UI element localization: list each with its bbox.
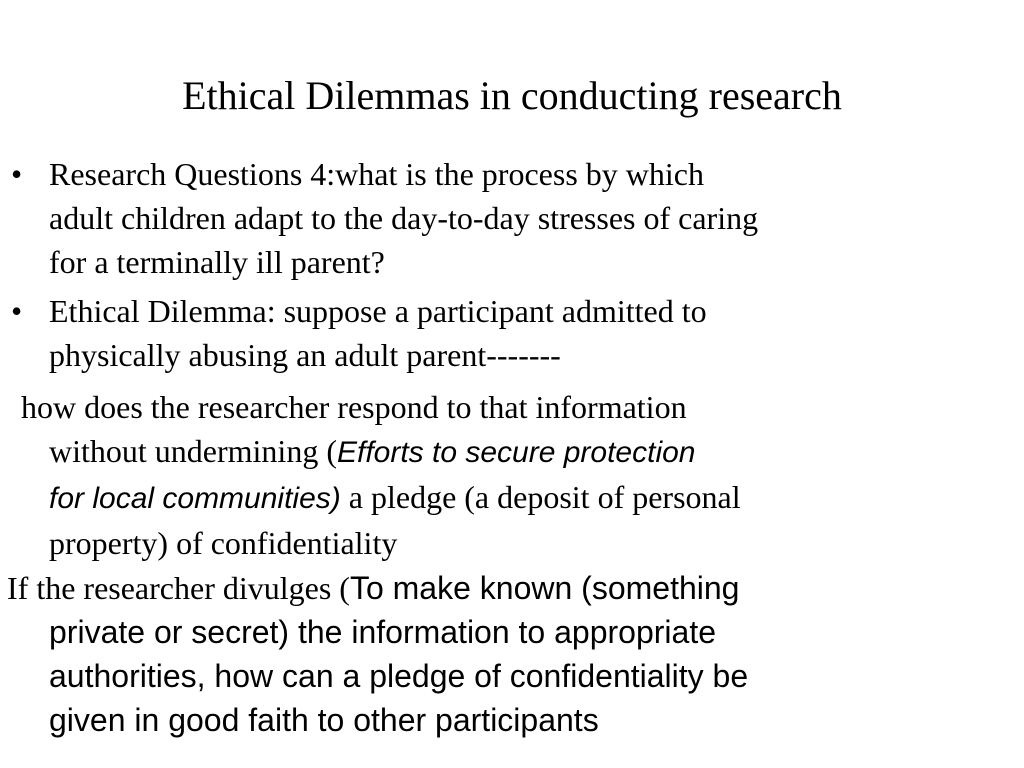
bullet-ethical-dilemma: [11, 289, 707, 377]
slide-title: Ethical Dilemmas in conducting research: [182, 73, 842, 118]
bullet-line: Research Questions 4:what is the process by which: [49, 156, 704, 192]
paragraph-line: property) of confidentiality: [49, 525, 398, 561]
bullet-line: Ethical Dilemma: suppose a participant admitted to: [49, 293, 707, 329]
paragraph-line: how does the researcher respond to that information: [21, 389, 687, 425]
paragraph-line: [49, 429, 741, 475]
bullet-line: physically abusing an adult parent-------: [49, 337, 561, 373]
paragraph-line: [7, 566, 739, 610]
paragraph-line: private or secret) the information to appropriate: [49, 614, 716, 650]
paragraph-line: [49, 475, 741, 521]
bullet-research-question: [11, 152, 759, 284]
paragraph-sans-text: To make known (something: [349, 570, 740, 606]
paragraph-line: authorities, how can a pledge of confidentiality be: [49, 658, 749, 694]
bullet-line: for a terminally ill parent?: [49, 244, 385, 280]
paragraph-text: a pledge (a deposit of personal: [340, 479, 741, 515]
paragraph-text: without undermining (: [49, 433, 337, 469]
paragraph-researcher-divulges: [7, 566, 781, 742]
bullet-line: adult children adapt to the day-to-day stresses of caring: [49, 200, 759, 236]
paragraph-line: given in good faith to other participants: [49, 702, 599, 738]
bullet-marker: •: [11, 293, 23, 329]
bullet-marker: •: [11, 156, 23, 192]
paragraph-italic-text: for local communities): [49, 482, 341, 515]
paragraph-researcher-respond: [21, 385, 741, 565]
paragraph-italic-text: Efforts to secure protection: [336, 436, 696, 469]
paragraph-text: If the researcher divulges (: [7, 570, 350, 606]
